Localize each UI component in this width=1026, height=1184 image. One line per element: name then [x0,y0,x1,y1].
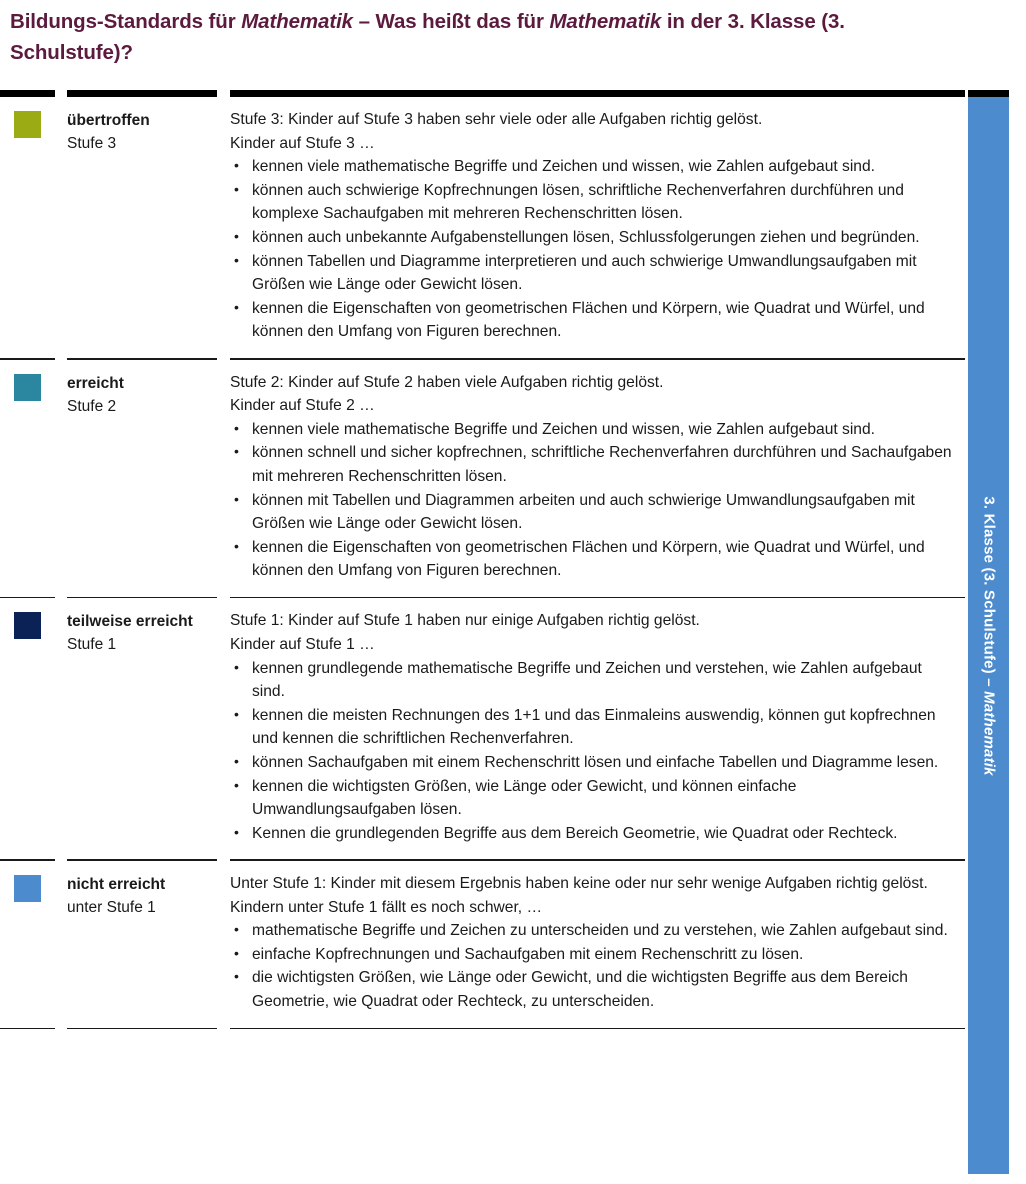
level-description-cell [217,598,965,859]
competency-item: • Kennen die grundlegenden Begriffe aus dem Bereich Geometrie, wie Quadrat oder Rechteck. [230,822,955,846]
level-description-cell [217,861,965,1028]
competency-list [230,418,955,583]
rule-segment [217,90,230,97]
level-swatch-cell [0,360,55,597]
page-title [10,6,940,68]
level-color-swatch [14,111,41,138]
table-row [0,861,965,1028]
rule-segment [217,1028,230,1030]
competency-item: • kennen die Eigenschaften von geometrischen Flächen und Körpern, wie Quadrat und Würfel, und können den Umfang von Figuren berechnen. [230,297,955,344]
level-stage: Stufe 3 [67,135,117,152]
level-name: erreicht [67,374,124,392]
level-label-cell [55,97,217,358]
row-separator [0,1028,965,1030]
competency-item: • können Tabellen und Diagramme interpretieren und auch schwierige Umwandlungsaufgaben mit Größen wie Länge oder Gewicht lösen. [230,250,955,297]
side-tab-label-plain: 3. Klasse (3. Schulstufe) – [980,495,997,691]
table-row [0,360,965,597]
rule-segment [67,90,217,97]
competency-list [230,155,955,344]
level-label-cell [55,598,217,859]
rule-segment [230,90,965,97]
level-label-cell [55,360,217,597]
page-title-subject-2: Mathematik [549,10,662,33]
competency-item: • kennen die Eigenschaften von geometrischen Flächen und Körpern, wie Quadrat und Würfel, und können den Umfang von Figuren berechnen. [230,536,955,583]
competency-list [230,657,955,846]
competency-item: • kennen grundlegende mathematische Begriffe und Zeichen und verstehen, wie Zahlen aufgebaut sind. [230,657,955,704]
level-intro-secondary: Kindern unter Stufe 1 fällt es noch schwer, … [230,898,543,916]
rule-segment [55,1028,67,1030]
level-intro-primary: Unter Stufe 1: Kinder mit diesem Ergebnis haben keine oder nur sehr wenige Aufgaben richtig gelöst. [230,875,928,892]
side-tab-top-rule [968,90,1009,97]
level-swatch-cell [0,861,55,1028]
competency-item: • kennen viele mathematische Begriffe und Zeichen und wissen, wie Zahlen aufgebaut sind. [230,155,955,179]
level-color-swatch [14,374,41,401]
competency-item: • können mit Tabellen und Diagrammen arbeiten und auch schwierige Umwandlungsaufgaben mit Größen wie Länge oder Gewicht lösen. [230,489,955,536]
rule-segment [55,90,67,97]
level-stage: Stufe 1 [67,636,117,654]
competency-item: • können auch unbekannte Aufgabenstellungen lösen, Schlussfolgerungen ziehen und begründen. [230,226,955,250]
level-intro-secondary: Kinder auf Stufe 1 … [230,636,375,654]
level-name: teilweise erreicht [67,613,193,631]
competency-item: • können schnell und sicher kopfrechnen, schriftliche Rechenverfahren durchführen und Sachaufgaben mit mehreren Rechenschritten lösen. [230,441,955,488]
level-stage: Stufe 2 [67,397,117,415]
competency-item: • kennen die wichtigsten Größen, wie Länge oder Gewicht, und können einfache Umwandlungsaufgaben lösen. [230,775,955,822]
level-color-swatch [14,875,41,902]
competency-list [230,919,955,1013]
level-description-cell [217,360,965,597]
level-stage: unter Stufe 1 [67,899,156,916]
level-intro-primary: Stufe 2: Kinder auf Stufe 2 haben viele Aufgaben richtig gelöst. [230,373,664,391]
competency-item: • einfache Kopfrechnungen und Sachaufgaben mit einem Rechenschritt zu lösen. [230,943,955,967]
level-intro-secondary: Kinder auf Stufe 2 … [230,397,375,415]
level-swatch-cell [0,97,55,358]
rule-segment [0,1028,55,1030]
competency-item: • können auch schwierige Kopfrechnungen lösen, schriftliche Rechenverfahren durchführen und komplexe Sachaufgaben mit mehreren Rechenschritten lösen. [230,179,955,226]
level-intro-primary: Stufe 1: Kinder auf Stufe 1 haben nur einige Aufgaben richtig gelöst. [230,612,700,630]
competency-item: • können Sachaufgaben mit einem Rechenschritt lösen und einfache Tabellen und Diagramme lesen. [230,751,955,775]
page-title-part3: in der 3. Klasse (3. Schulstufe)? [10,10,845,64]
table-row [0,97,965,358]
side-tab-label [980,496,997,775]
side-tab [968,97,1009,1174]
standards-table [0,90,965,1029]
page-title-part2: – Was heißt das für [352,10,550,33]
page-title-part1: Bildungs-Standards für [10,10,242,33]
level-name: nicht erreicht [67,876,166,893]
level-description-cell [217,97,965,358]
level-intro-primary: Stufe 3: Kinder auf Stufe 3 haben sehr viele oder alle Aufgaben richtig gelöst. [230,111,763,128]
rule-segment [0,90,55,97]
competency-item: • kennen viele mathematische Begriffe und Zeichen und wissen, wie Zahlen aufgebaut sind. [230,418,955,442]
competency-item: • die wichtigsten Größen, wie Länge oder Gewicht, und die wichtigsten Begriffe aus dem Bereich Geometrie, wie Quadrat oder Rechteck, zu unterscheiden. [230,966,955,1013]
table-row [0,598,965,859]
side-tab-label-subject: Mathematik [980,690,997,776]
page-title-subject-1: Mathematik [241,10,353,33]
level-intro-secondary: Kinder auf Stufe 3 … [230,134,375,152]
level-color-swatch [14,612,41,639]
competency-item: • mathematische Begriffe und Zeichen zu unterscheiden und zu verstehen, wie Zahlen aufgebaut sind. [230,919,955,943]
level-label-cell [55,861,217,1028]
rule-segment [67,1028,217,1030]
level-swatch-cell [0,598,55,859]
table-top-rule [0,90,965,97]
rule-segment [230,1028,965,1030]
competency-item: • kennen die meisten Rechnungen des 1+1 und das Einmaleins auswendig, können gut kopfrechnen und kennen die schriftlichen Rechenverfahren. [230,704,955,751]
level-name: übertroffen [67,112,150,129]
